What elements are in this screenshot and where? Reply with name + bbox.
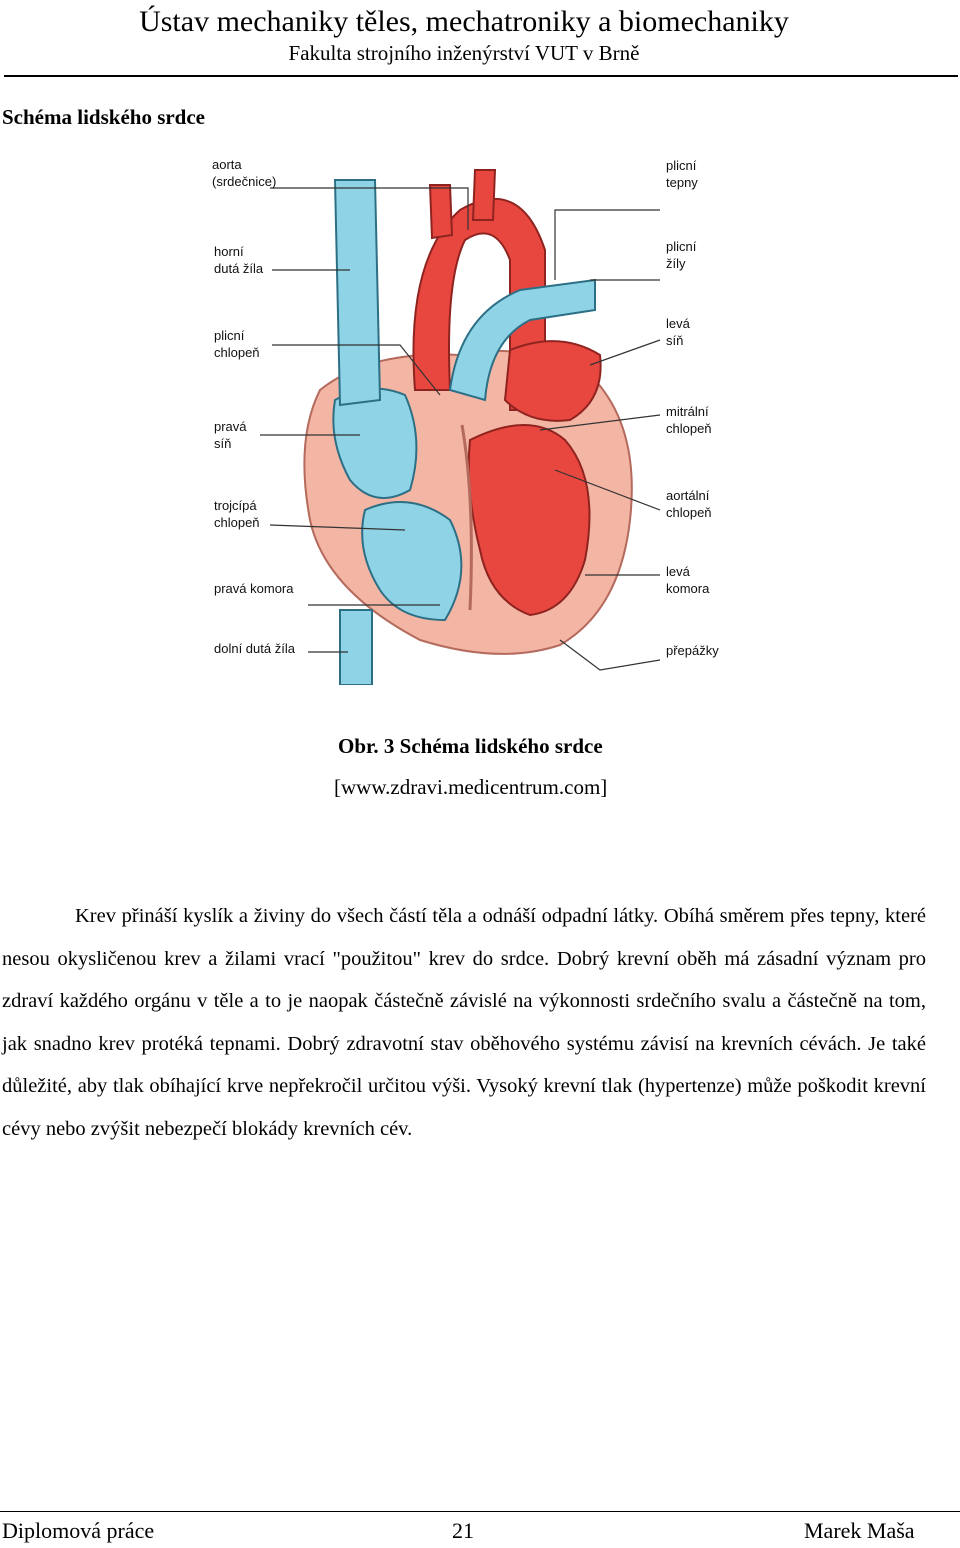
- figure-source: [www.zdravi.medicentrum.com]: [334, 775, 608, 799]
- body-paragraph: Krev přináší kyslík a živiny do všech částí těla a odnáší odpadní látky. Obíhá směrem přes tepny, které nesou okysličenou krev a žilami vrací "použitou" krev do srdce. Dobrý krevní oběh má zásadní význam pro zdraví každého orgánu v těle a to je naopak částečně závislé na výkonnosti srdečního svalu a částečně na tom, jak snadno krev protéká tepnami. Dobrý zdravotní stav oběhového systému závisí na krevních cévách. Je také důležité, aby tlak obíhající krve nepřekročil určitou výši. Vysoký krevní tlak (hypertenze) může poškodit krevní cévy nebo zvýšit nebezpečí blokády krevních cév.: [2, 905, 926, 1140]
- footer-author: Marek Maša: [804, 1518, 915, 1543]
- label-pulmonary-arteries: plicní tepny: [666, 158, 698, 190]
- label-mitral-valve: mitrální chlopeň: [666, 404, 712, 436]
- label-inferior-vena-cava: dolní dutá žíla: [214, 641, 295, 656]
- footer-page-number: 21: [452, 1518, 474, 1543]
- header-divider: [4, 75, 958, 77]
- label-aortic-valve: aortální chlopeň: [666, 488, 712, 520]
- label-tricuspid-valve: trojcípá chlopeň: [214, 498, 260, 530]
- header-subtitle: Fakulta strojního inženýrství VUT v Brně: [288, 41, 640, 65]
- section-heading: Schéma lidského srdce: [2, 105, 206, 129]
- label-septa: přepážky: [666, 643, 719, 658]
- label-aorta: aorta (srdečnice): [212, 157, 277, 189]
- header-title: Ústav mechaniky těles, mechatroniky a biomechaniky: [139, 5, 789, 38]
- label-right-atrium: pravá síň: [214, 419, 247, 451]
- footer-divider: [0, 1511, 960, 1512]
- label-left-atrium: levá síň: [666, 316, 690, 348]
- footer-document-type: Diplomová práce: [2, 1518, 155, 1543]
- aorta-branch-1: [430, 185, 452, 238]
- label-pulmonary-veins: plicní žíly: [666, 239, 697, 271]
- label-left-ventricle: levá komora: [666, 564, 710, 596]
- inferior-vena-cava: [340, 610, 372, 685]
- label-right-ventricle: pravá komora: [214, 581, 294, 596]
- aorta-branch-2: [473, 170, 495, 220]
- label-superior-vena-cava: horní dutá žíla: [214, 244, 264, 276]
- heart-diagram-illustration: [200, 140, 740, 685]
- heart-diagram-figure: [200, 140, 740, 685]
- figure-caption: Obr. 3 Schéma lidského srdce: [338, 734, 603, 758]
- label-pulmonary-valve: plicní chlopeň: [214, 328, 260, 360]
- superior-vena-cava: [335, 180, 380, 405]
